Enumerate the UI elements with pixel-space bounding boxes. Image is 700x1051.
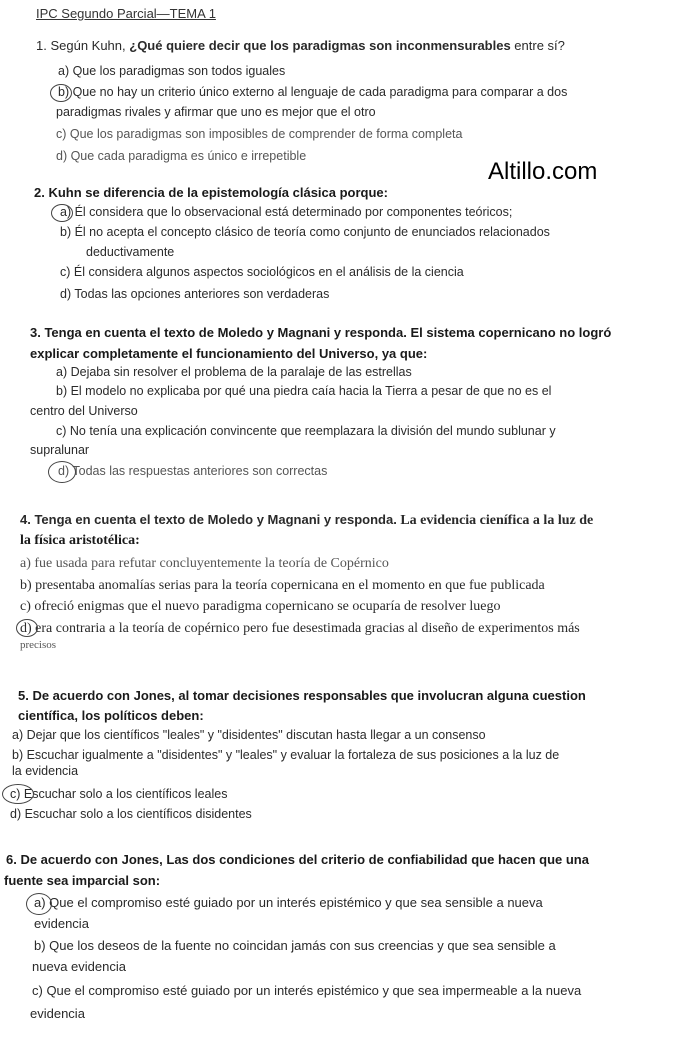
q3-option-d: d) Todas las respuestas anteriores son correctas xyxy=(58,464,328,478)
q4-option-b: b) presentaba anomalías serias para la teoría copernicana en el momento en que fue publicada xyxy=(20,578,545,593)
q1-prompt-bold: ¿Qué quiere decir que los paradigmas son inconmensurables xyxy=(129,38,511,53)
answer-circle xyxy=(51,204,73,222)
watermark: Altillo.com xyxy=(488,158,598,185)
question-6-prompt-cont: fuente sea imparcial son: xyxy=(4,873,161,888)
q1-option-a: a) Que los paradigmas son todos iguales xyxy=(58,64,286,78)
q4-prompt-bold: 4. Tenga en cuenta el texto de Moledo y Magnani y responda. xyxy=(20,512,397,527)
q4-option-a: a) fue usada para refutar concluyentemente la teoría de Copérnico xyxy=(20,556,389,571)
q3-option-c-cont: supralunar xyxy=(30,443,90,457)
question-6-prompt: 6. De acuerdo con Jones, Las dos condiciones del criterio de confiabilidad que hacen que una xyxy=(6,852,589,867)
question-4-prompt xyxy=(20,512,593,529)
answer-circle xyxy=(26,893,52,915)
q2-option-c: c) Él considera algunos aspectos sociológicos en el análisis de la ciencia xyxy=(60,265,464,279)
q3-option-b-cont: centro del Universo xyxy=(30,404,138,418)
question-5-prompt-cont: científica, los políticos deben: xyxy=(18,708,204,723)
q2-option-a: a) Él considera que lo observacional está determinado por componentes teóricos; xyxy=(60,205,513,219)
q4-option-d-cont: precisos xyxy=(20,639,57,651)
answer-circle xyxy=(2,784,34,804)
answer-circle xyxy=(48,461,76,483)
q2-option-d: d) Todas las opciones anteriores son verdaderas xyxy=(60,287,330,301)
question-1-prompt xyxy=(36,38,565,53)
q5-option-d: d) Escuchar solo a los científicos disidentes xyxy=(10,807,252,821)
question-5-prompt: 5. De acuerdo con Jones, al tomar decisiones responsables que involucran alguna cuestion xyxy=(18,688,586,703)
q1-option-c: c) Que los paradigmas son imposibles de comprender de forma completa xyxy=(56,127,463,141)
q4-prompt-serif: La evidencia cienífica a la luz de xyxy=(396,513,594,528)
q1-prompt-start: 1. Según Kuhn, xyxy=(36,38,130,53)
q1-option-b-cont: paradigmas rivales y afirmar que uno es mejor que el otro xyxy=(56,105,376,119)
q4-option-c: c) ofreció enigmas que el nuevo paradigma copernicano se ocuparía de resolver luego xyxy=(20,599,501,614)
question-3-prompt-cont: explicar completamente el funcionamiento del Universo, ya que: xyxy=(30,346,428,361)
q6-option-a: a) Que el compromiso esté guiado por un interés epistémico y que sea sensible a nueva xyxy=(34,895,543,910)
q6-option-c-cont: evidencia xyxy=(30,1006,85,1021)
q3-option-c: c) No tenía una explicación convincente que reemplazara la división del mundo sublunar y xyxy=(56,424,556,438)
q6-option-b-cont: nueva evidencia xyxy=(32,959,126,974)
q5-option-c: c) Escuchar solo a los científicos leales xyxy=(10,787,228,801)
q3-option-a: a) Dejaba sin resolver el problema de la paralaje de las estrellas xyxy=(56,365,412,379)
q5-option-a: a) Dejar que los científicos "leales" y "disidentes" discutan hasta llegar a un consenso xyxy=(12,728,486,742)
q5-option-b-cont: la evidencia xyxy=(12,764,79,778)
q2-option-b: b) Él no acepta el concepto clásico de teoría como conjunto de enunciados relacionados xyxy=(60,225,550,239)
q6-option-c: c) Que el compromiso esté guiado por un interés epistémico y que sea impermeable a la nueva xyxy=(32,983,582,998)
answer-circle xyxy=(50,84,72,102)
question-3-prompt: 3. Tenga en cuenta el texto de Moledo y Magnani y responda. El sistema copernicano no logró xyxy=(30,325,612,340)
q1-prompt-end: entre sí? xyxy=(510,38,565,53)
document-title: IPC Segundo Parcial—TEMA 1 xyxy=(36,6,216,21)
q4-option-d: d) era contraria a la teoría de copérnico pero fue desestimada gracias al diseño de experimentos más xyxy=(20,621,580,636)
q1-option-d: d) Que cada paradigma es único e irrepetible xyxy=(56,149,307,163)
question-4-prompt-cont: la física aristotélica: xyxy=(20,533,140,548)
q6-option-a-cont: evidencia xyxy=(34,916,89,931)
q5-option-b: b) Escuchar igualmente a "disidentes" y "leales" y evaluar la fortaleza de sus posiciones a la luz de xyxy=(12,748,560,762)
question-2-prompt: 2. Kuhn se diferencia de la epistemología clásica porque: xyxy=(34,185,388,200)
answer-circle xyxy=(16,619,38,637)
q6-option-b: b) Que los deseos de la fuente no coincidan jamás con sus creencias y que sea sensible a xyxy=(34,938,556,953)
q1-option-b: b) Que no hay un criterio único externo al lenguaje de cada paradigma para comparar a dos xyxy=(58,85,568,99)
q3-option-b: b) El modelo no explicaba por qué una piedra caía hacia la Tierra a pesar de que no es el xyxy=(56,384,552,398)
q2-option-b-cont: deductivamente xyxy=(86,245,175,259)
